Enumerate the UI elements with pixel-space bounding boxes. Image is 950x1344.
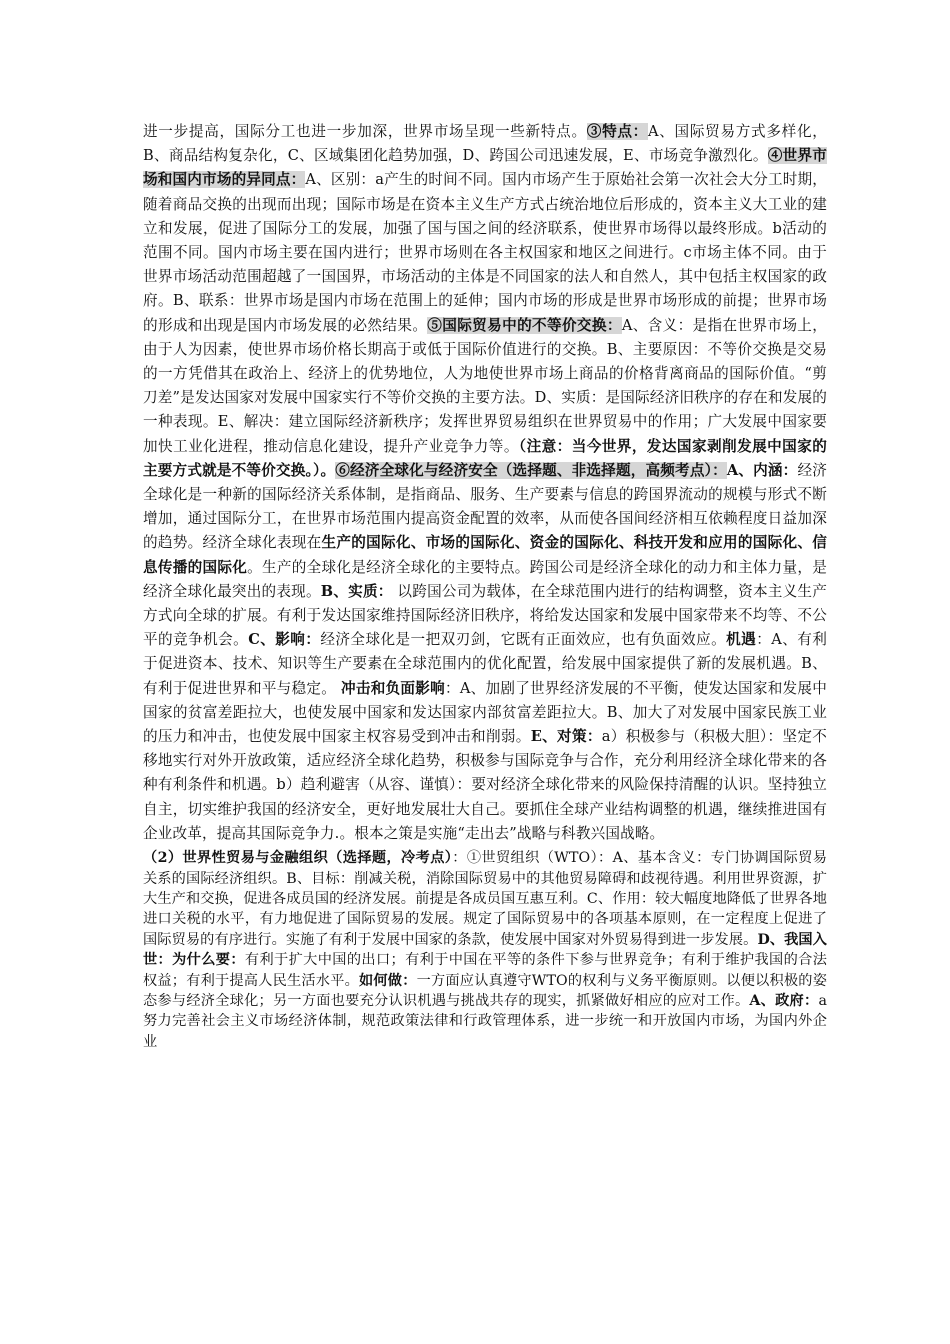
label-impact: C、影响：: [248, 631, 321, 649]
text-run: A、区别：a产生的时间不同。国内市场产生于原始社会第一次社会大分工时期，随着商品交换的出现而出现；国际市场是在资本主义生产方式占统治地位后形成的，资本主义大工业的建立和发展，促进了国际分工的发展，加强了国与国之间的经济联系，使世界市场得以最终形成。b活动的范围不同。国内市场主要在国内进行；世界市场则在各主权国家和地区之间进行。c市场主体不同。由于世界市场活动范围超越了一国国界，市场活动的主体是不同国家的法人和自然人，其中包括主权国家的政府。B、联系：世界市场是国内市场在范围上的延伸；国内市场的形成是世界市场形成的前提；世界市场的形成和出现是国内市场发展的必然结果。: [143, 171, 827, 334]
paragraph-world-market: [143, 120, 827, 846]
text-run: 。生产的全球化是经济全球化的主要特点。跨国公司是经济全球化的动力和主体力量，是经济全球化最突出的表现。: [143, 558, 827, 600]
heading-features: ③特点：: [586, 123, 648, 140]
document-page: [143, 120, 827, 1052]
bold-manifestations: 生产的国际化、市场的国际化、资金的国际化、科技开发和应用的国际化、信息传播的国际化: [143, 534, 827, 576]
text-run: a努力完善社会主义市场经济体制，规范政策法律和行政管理体系，进一步统一和开放国内市场，为国内外企业: [143, 992, 827, 1050]
label-how: 如何做：: [359, 972, 417, 989]
text-run: 一方面应认真遵守WTO的权利与义务平衡原则。以便以积极的姿态参与经济全球化；另一方面也要充分认识机遇与挑战共存的现实，抓紧做好相应的应对工作。: [143, 972, 827, 1009]
text-run: ：①世贸组织（WTO）：A、基本含义：专门协调国际贸易关系的国际经济组织。B、目标：削减关税，消除国际贸易中的其他贸易障碍和歧视待遇。利用世界资源，扩大生产和交换，促进各成员国的经济发展。前提是各成员国互惠互利。C、作用：较大幅度地降低了世界各地进口关税的水平，有力地促进了国际贸易的发展。规定了国际贸易中的各项基本原则，在一定程度上促进了国际贸易的有序进行。实施了有利于发展中国家的条款，使发展中国家对外贸易得到进一步发展。: [143, 850, 827, 948]
label-opportunity: 机遇: [726, 631, 757, 649]
paragraph-trade-organizations: [143, 848, 827, 1052]
text-run: ：A、加剧了世界经济发展的不平衡，使发达国家和发展中国家的贫富差距拉大，也使发展中国家和发达国家内部贫富差距拉大。B、加大了对发展中国家民族工业的压力和冲击，也使发展中国家主权容易受到冲击和削弱。: [143, 679, 827, 746]
label-negative-impact: 冲击和负面影响: [341, 679, 445, 697]
note-bold: （注意：当今世界，发达国家剥削发展中国家的主要方式就是不等价交换。）。: [143, 437, 827, 479]
heading-globalization: ⑥经济全球化与经济安全（选择题、非选择题，高频考点）：: [335, 461, 727, 479]
text-run: 经济全球化是一把双刃剑，它既有正面效应，也有负面效应。: [320, 631, 727, 649]
text-run: 经济全球化是一种新的国际经济关系体制，是指商品、服务、生产要素与信息的跨国界流动的规模与形式不断增加，通过国际分工，在世界市场范围内提高资金配置的效率，从而使各国间经济相互依赖程度日益加深的趋势。经济全球化表现在: [143, 461, 827, 552]
text-run: A、国际贸易方式多样化，B、商品结构复杂化，C、区域集团化趋势加强，D、跨国公司迅速发展，E、市场竞争激烈化。: [143, 123, 827, 165]
heading-similarities-differences: ④世界市场和国内市场的异同点：: [143, 147, 827, 189]
heading-unequal-exchange: ⑤国际贸易中的不等价交换：: [427, 316, 622, 334]
text-run: A、含义：是指在世界市场上，由于人为因素，使世界市场价格长期高于或低于国际价值进行的交换。B、主要原因：不等价交换是交易的一方凭借其在政治上、经济上的优势地位，人为地使世界市场上商品的价格背离商品的国际价值。“剪刀差”是发达国家对发展中国家实行不等价交换的主要方法。D、实质：是国际经济旧秩序的存在和发展的一种表现。E、解决：建立国际经济新秩序；发挥世界贸易组织在世界贸易中的作用；广大发展中国家要加快工业化进程，推动信息化建设，提升产业竞争力等。: [143, 316, 828, 455]
label-china-wto-why: D、我国入世：为什么要：: [143, 931, 827, 969]
label-government: A、政府：: [749, 992, 819, 1009]
text-run: 以跨国公司为载体，在全球范围内进行的结构调整，资本主义生产方式向全球的扩展。有利于发达国家维持国际经济旧秩序，将给发达国家和发展中国家带来不均等、不公平的竞争机会。: [143, 582, 827, 649]
text-run: 进一步提高，国际分工也进一步加深，世界市场呈现一些新特点。: [143, 123, 587, 140]
text-run: a）积极参与（积极大胆）：坚定不移地实行对外开放政策，适应经济全球化趋势，积极参与国际竞争与合作，充分利用经济全球化带来的各种有利条件和机遇。b）趋利避害（从容、谨慎）：要对经济全球化带来的风险保持清醒的认识。坚持独立自主，切实维护我国的经济安全，更好地发展壮大自己。要抓住全球产业结构调整的机遇，继续推进国有企业改革，提高其国际竞争力.。根本之策是实施“走出去”战略与科教兴国战略。: [143, 728, 827, 842]
label-connotation: A、内涵：: [726, 461, 798, 479]
text-run: ：A、有利于促进资本、技术、知识等生产要素在全球范围内的优化配置，给发展中国家提供了新的发展机遇。B、有利于促进世界和平与稳定。: [143, 631, 827, 697]
heading-trade-finance-orgs: （2）世界性贸易与金融组织（选择题，冷考点）: [143, 850, 453, 867]
text-run: 有利于扩大中国的出口；有利于中国在平等的条件下参与世界竞争；有利于维护我国的合法权益；有利于提高人民生活水平。: [143, 952, 827, 989]
label-essence: B、实质：: [320, 582, 393, 600]
label-countermeasures: E、对策：: [530, 728, 602, 746]
